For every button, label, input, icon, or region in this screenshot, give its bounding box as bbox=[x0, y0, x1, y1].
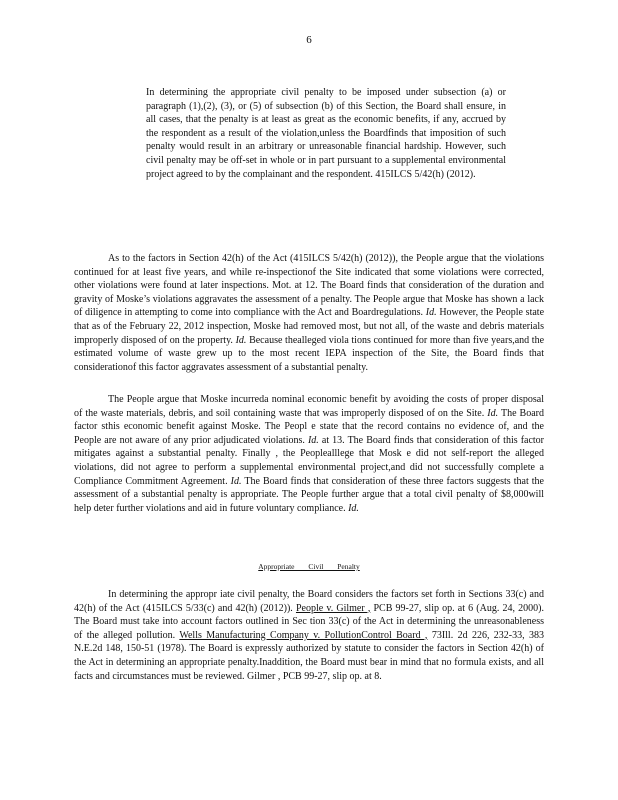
citation-id: Id. bbox=[307, 434, 319, 446]
block-quote: In determining the appropriate civil penalty to be imposed under subsection (a) or paragraph (1),(2), (3), or (5) of subsection (b) of this Section, the Board shall ensure, in all cases, that the penalty is at least as great as the economic benefits, if any, accrued by the respondent as a result of the violation,unless the Boardfinds that imposition of such penalty would result in an arbitrary or unreasonable financial hardship. However, such civil penalty may be off-set in whole or in part pursuant to a supplemental environmental project agreed to by the complainant and the respondent. 415ILCS 5/42(h) (2012). bbox=[146, 87, 506, 180]
text-run: However, the People state that as of the February 22, 2012 inspection, Moske had removed most, but not all, of the waste and debris materials improperly disposed of on the property. bbox=[74, 307, 545, 346]
citation-id: Id. bbox=[348, 502, 359, 514]
text-run: PCB 99-27, slip op. at 6 (Aug. 24, 2000). The Board must take into account factors outlined in Sec tion 33(c) of the Act in determining the unreasonableness of the alleged pollution. bbox=[74, 602, 545, 641]
text-run: The Board finds that consideration of these three factors suggests that the assessment of a substantial penalty is appropriate. The People further argue that a total civil penalty of $8,000will help deter further violations and aid in future voluntary compliance. bbox=[74, 475, 544, 514]
case-citation: Wells Manufacturing Company v. PollutionControl Board , bbox=[179, 629, 428, 641]
text-run: 73Ill. 2d 226, 232-33, 383 N.E.2d 148, 150-51 (1978). The Board is expressly authorized by statute to consider the factors in Section 42(h) of the Act in determining an appropriate penalty.Inaddition, the Board must bear in mind that no formula exists, and all facts and circumstances must be reviewed. bbox=[74, 629, 545, 682]
section-heading: Appropriate Civil Penalty bbox=[258, 562, 360, 571]
text-run: PCB 99-27, slip op. at 8. bbox=[282, 670, 382, 682]
text-run: Because thealleged viola tions continued for more than five years,and the estimated volume of waste grew up to the most recent IEPA inspection of the Site, the Board finds that considerationof this factor aggravates assessment of a substantial penalty. bbox=[74, 334, 545, 373]
paragraph-appropriate-penalty bbox=[74, 588, 544, 683]
case-citation: Gilmer , bbox=[247, 670, 281, 682]
text-run: As to the factors in Section 42(h) of the Act (415ILCS 5/42(h) (2012)), the People argue that the violations continued for at least five years, and while re-inspectionof the Site indicated that some violations were corrected, other violations were found at later inspections. Mot. at 12. The Board finds that consideration of the duration and gravity of Moske’s violations aggravates the assessment of a penalty. The People argue that Moske has shown a lack of diligence in attempting to come into compliance with the Act and Boardregulations. bbox=[74, 253, 544, 319]
page-number: 6 bbox=[306, 34, 312, 46]
paragraph-economic-benefit bbox=[74, 393, 544, 515]
case-citation: People v. Gilmer , bbox=[295, 602, 371, 614]
citation-id: Id. bbox=[235, 334, 247, 346]
text-run: The People argue that Moske incurreda nominal economic benefit by avoiding the costs of proper disposal of the waste materials, debris, and soil containing waste that was improperly disposed of on the Site. bbox=[74, 394, 544, 419]
text-run: The Board factor sthis economic benefit against Moske. The Peopl e state that the record contains no evidence of, and the People are not aware of any prior adjudicated violations. bbox=[74, 407, 544, 446]
citation-id: Id. bbox=[487, 407, 499, 419]
text-run: at 13. The Board finds that consideration of this factor mitigates against a substantial penalty. Finally , the Peoplealllege that Mosk e did not self-report the alleged violations, did not agree to perform a supplemental environmental project,and did not successfully complete a Compliance Commitment Agreement. bbox=[74, 434, 545, 487]
citation-id: Id. bbox=[230, 475, 242, 487]
paragraph-factors-42h bbox=[74, 252, 544, 374]
citation-id: Id. bbox=[425, 307, 437, 319]
text-run: In determining the appropr iate civil penalty, the Board considers the factors set forth in Sections 33(c) and 42(h) of the Act (415ILCS 5/33(c) and 42(h) (2012)). bbox=[74, 589, 544, 614]
